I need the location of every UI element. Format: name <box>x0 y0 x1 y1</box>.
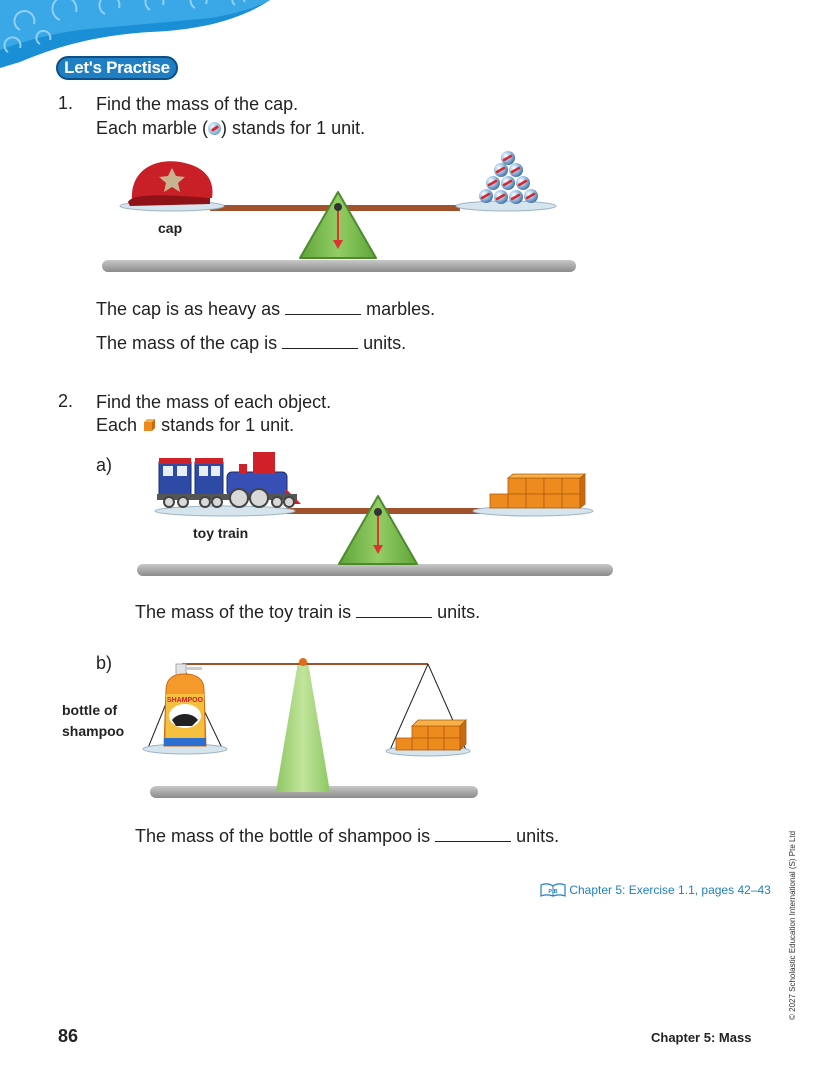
shampoo-brand-text: SHAMPOO <box>166 697 204 704</box>
q2b-letter: b) <box>96 653 113 673</box>
shampoo-bottle-image <box>164 664 206 746</box>
cubes-stack-a <box>490 474 585 508</box>
cap-label: cap <box>158 220 183 236</box>
book-icon <box>540 883 566 897</box>
q1-answer-1: The cap is as heavy as marbles. <box>96 299 436 319</box>
svg-text:P/B: P/B <box>548 889 558 895</box>
q1-answer-2: The mass of the cap is units. <box>96 333 407 353</box>
q2b-balance-scene <box>140 650 485 805</box>
chapter-title: Chapter 5: Mass <box>651 1030 752 1045</box>
toy-train-label: toy train <box>193 525 249 541</box>
page-number: 86 <box>58 1026 79 1046</box>
marbles-pile <box>479 151 538 204</box>
shampoo-label-line1: bottle of <box>62 702 118 718</box>
q2-number: 2. <box>58 391 74 411</box>
cap-image <box>128 161 213 206</box>
shampoo-label-line2: shampoo <box>62 723 125 739</box>
cubes-stack-b <box>396 720 466 750</box>
q1-balance-scene <box>100 150 580 280</box>
marble-icon <box>208 122 221 135</box>
answer-blank[interactable] <box>285 300 361 315</box>
q1-instruction: Find the mass of the cap. <box>96 94 299 114</box>
toy-train-image <box>157 452 301 507</box>
answer-blank[interactable] <box>356 603 432 618</box>
q2b-answer: The mass of the bottle of shampoo is units. <box>135 826 560 846</box>
workbook-reference[interactable] <box>540 882 771 898</box>
q2a-balance-scene <box>135 448 615 583</box>
reference-text: Chapter 5: Exercise 1.1, pages 42–43 <box>569 883 771 897</box>
q2-unit-note: Each stands for 1 unit. <box>96 415 295 435</box>
q2a-letter: a) <box>96 455 113 475</box>
copyright-notice: © 2027 Scholastic Education International (S) Pte Ltd <box>788 830 797 1020</box>
q1-number: 1. <box>58 93 74 113</box>
q1-unit-note: Each marble ( ) stands for 1 unit. <box>96 118 366 138</box>
lets-practise-title: Let's Practise <box>64 58 170 77</box>
q2-instruction: Find the mass of each object. <box>96 392 332 412</box>
answer-blank[interactable] <box>282 334 358 349</box>
cube-icon <box>142 418 156 432</box>
answer-blank[interactable] <box>435 827 511 842</box>
q2a-answer: The mass of the toy train is units. <box>135 602 481 622</box>
